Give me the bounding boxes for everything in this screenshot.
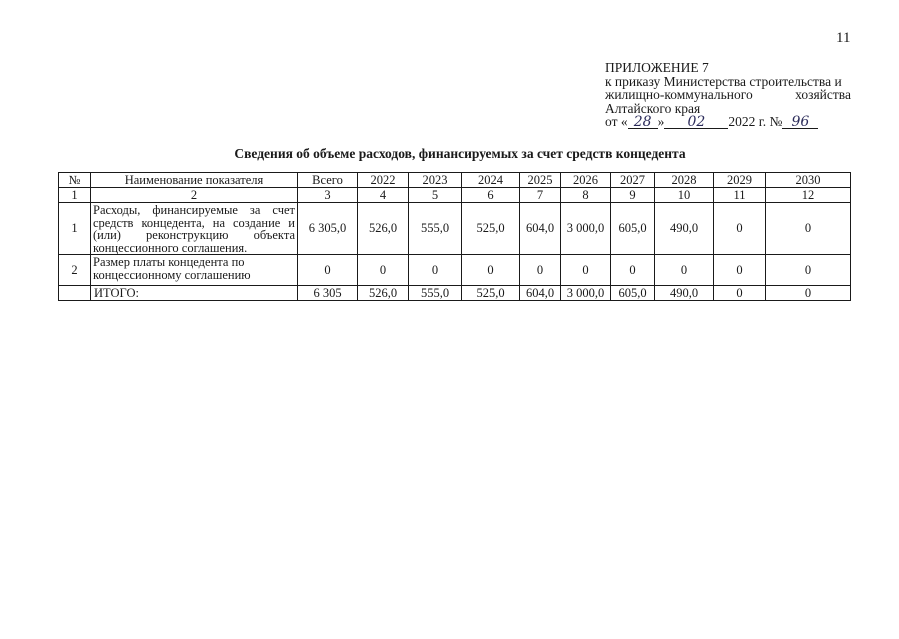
header-cell: 2028 <box>655 173 714 188</box>
appendix-region-line: Алтайского края <box>605 100 701 116</box>
column-number-cell: 7 <box>520 188 561 203</box>
date-year-number: 2022 г. № <box>728 114 783 129</box>
header-cell: 2026 <box>561 173 611 188</box>
header-cell: 2024 <box>462 173 520 188</box>
appendix-ministry-right: хозяйства <box>795 87 851 102</box>
column-number-cell: 10 <box>655 188 714 203</box>
appendix-title: ПРИЛОЖЕНИЕ 7 <box>605 60 709 75</box>
table-row <box>59 255 851 286</box>
document-title: Сведения об объеме расходов, финансируемых за счет средств концедента <box>234 146 686 161</box>
header-cell: 2027 <box>611 173 655 188</box>
value-cell: 490,0 <box>655 203 714 255</box>
total-value-cell: 555,0 <box>409 286 462 301</box>
header-cell: 2022 <box>358 173 409 188</box>
value-cell: 3 000,0 <box>561 203 611 255</box>
total-value-cell: 6 305 <box>298 286 358 301</box>
page-number: 11 <box>836 30 851 46</box>
total-row <box>59 286 851 301</box>
appendix-date-line <box>605 115 851 129</box>
total-value-cell: 605,0 <box>611 286 655 301</box>
expenses-table <box>58 172 851 301</box>
appendix-ministry-left: жилищно-коммунального <box>605 87 753 102</box>
handwritten-day: 28 <box>628 116 658 129</box>
header-cell: 2023 <box>409 173 462 188</box>
appendix-order-line: к приказу Министерства строительства и <box>605 73 842 89</box>
value-cell: 0 <box>766 203 851 255</box>
value-cell: 0 <box>561 255 611 286</box>
header-cell: № <box>59 173 91 188</box>
total-value-cell: 490,0 <box>655 286 714 301</box>
column-number-row <box>59 188 851 203</box>
value-cell: 604,0 <box>520 203 561 255</box>
date-prefix: от « <box>605 114 628 129</box>
header-cell: 2025 <box>520 173 561 188</box>
total-value-cell: 0 <box>766 286 851 301</box>
appendix-block <box>605 61 851 129</box>
value-cell: 0 <box>298 255 358 286</box>
row-indicator-name: Размер платы концедента по концессионному соглашению <box>91 255 298 286</box>
value-cell: 0 <box>714 203 766 255</box>
handwritten-month: 02 <box>664 116 728 129</box>
value-cell: 0 <box>714 255 766 286</box>
value-cell: 0 <box>358 255 409 286</box>
total-label: ИТОГО: <box>91 286 298 301</box>
column-number-cell: 2 <box>91 188 298 203</box>
value-cell: 525,0 <box>462 203 520 255</box>
row-number: 2 <box>59 255 91 286</box>
value-cell: 6 305,0 <box>298 203 358 255</box>
column-number-cell: 6 <box>462 188 520 203</box>
total-value-cell: 0 <box>714 286 766 301</box>
column-number-cell: 11 <box>714 188 766 203</box>
value-cell: 555,0 <box>409 203 462 255</box>
table-row <box>59 203 851 255</box>
header-row <box>59 173 851 188</box>
column-number-cell: 3 <box>298 188 358 203</box>
row-indicator-name: Расходы, финансируемые за счет средств концедента, на создание и (или) реконструкцию объекта концессионного соглашения. <box>91 203 298 255</box>
value-cell: 605,0 <box>611 203 655 255</box>
value-cell: 0 <box>766 255 851 286</box>
column-number-cell: 8 <box>561 188 611 203</box>
column-number-cell: 1 <box>59 188 91 203</box>
handwritten-order-number: 96 <box>782 116 818 129</box>
value-cell: 0 <box>520 255 561 286</box>
column-number-cell: 4 <box>358 188 409 203</box>
appendix-ministry-line <box>605 88 851 102</box>
column-number-cell: 5 <box>409 188 462 203</box>
value-cell: 0 <box>655 255 714 286</box>
value-cell: 526,0 <box>358 203 409 255</box>
value-cell: 0 <box>462 255 520 286</box>
date-quote-close: » <box>657 114 665 129</box>
header-cell: 2029 <box>714 173 766 188</box>
total-value-cell: 604,0 <box>520 286 561 301</box>
header-cell: Всего <box>298 173 358 188</box>
total-value-cell: 3 000,0 <box>561 286 611 301</box>
value-cell: 0 <box>409 255 462 286</box>
total-value-cell: 526,0 <box>358 286 409 301</box>
column-number-cell: 9 <box>611 188 655 203</box>
value-cell: 0 <box>611 255 655 286</box>
total-value-cell: 525,0 <box>462 286 520 301</box>
header-cell: Наименование показателя <box>91 173 298 188</box>
header-cell: 2030 <box>766 173 851 188</box>
total-number <box>59 286 91 301</box>
row-number: 1 <box>59 203 91 255</box>
column-number-cell: 12 <box>766 188 851 203</box>
